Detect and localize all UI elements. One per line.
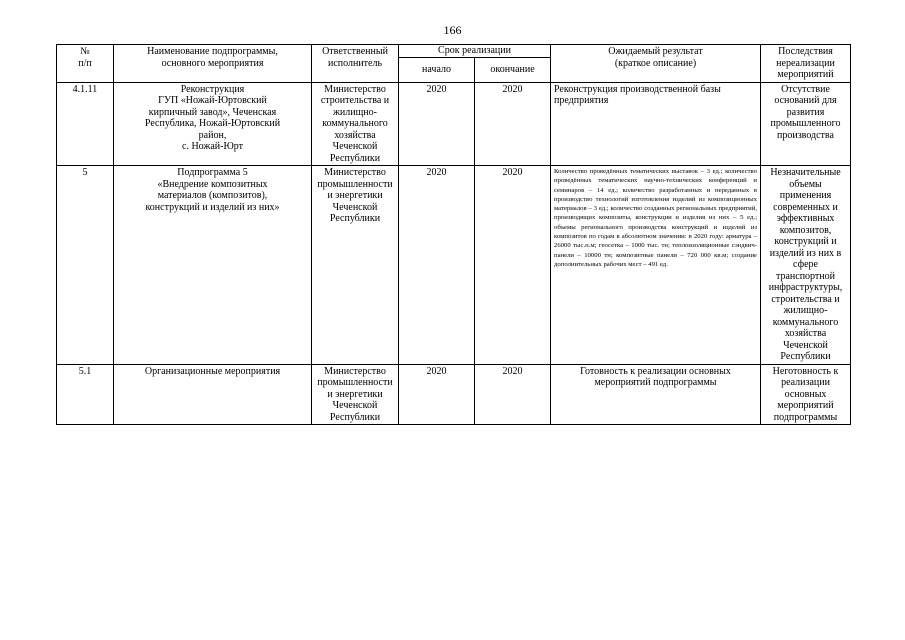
cell-result: Готовность к реализации основных мероприятий подпрограммы: [551, 364, 761, 425]
table-row: [57, 364, 851, 425]
cell-name: Организационные мероприятия: [114, 364, 312, 425]
cell-end: 2020: [475, 364, 551, 425]
header-end: окончание: [475, 57, 551, 82]
page-number: 166: [443, 23, 462, 37]
cell-executor: Министерство строительства и жилищно- коммунального хозяйства Чеченской Республики: [312, 82, 399, 166]
cell-num: 4.1.11: [57, 82, 114, 166]
cell-consequences: Отсутствие оснований для развития промышленного производства: [761, 82, 851, 166]
cell-executor: Министерство промышленности и энергетики Чеченской Республики: [312, 166, 399, 365]
cell-result: Реконструкция производственной базы предприятия: [551, 82, 761, 166]
cell-consequences: Неготовность к реализации основных мероприятий подпрограммы: [761, 364, 851, 425]
cell-start: 2020: [399, 364, 475, 425]
cell-result: Количество проведённых тематических выставок – 3 ед.; количество проведённых тематических научно-технических конференций и семинаров – 14 ед.; количество разработанных и переданных в производство технологий изготовления изделий из композиционных материалов – 3 ед.; количество созданных региональных предприятий, производящих композиты, конструкции и изделия из них – 5 ед.; объемы регионального производства конструкций и изделий из композитов по годам в абсолютном значении: в 2020 году: арматура – 26000 тыс.п.м; геосетка – 1000 тыс. тн; теплоизоляционные сэндвич-панели – 10000 тн; композитные панели – 720 000 кв.м; создание дополнительных рабочих мест – 491 ед.: [551, 166, 761, 365]
cell-num: 5.1: [57, 364, 114, 425]
cell-executor: Министерство промышленности и энергетики Чеченской Республики: [312, 364, 399, 425]
cell-num: 5: [57, 166, 114, 365]
header-num: № п/п: [57, 45, 114, 83]
header-start: начало: [399, 57, 475, 82]
header-period: Срок реализации: [399, 45, 551, 58]
header-name: Наименование подпрограммы, основного мероприятия: [114, 45, 312, 83]
program-table: [56, 44, 851, 425]
table-row: [57, 82, 851, 166]
cell-start: 2020: [399, 82, 475, 166]
cell-end: 2020: [475, 82, 551, 166]
cell-consequences: Незначительные объемы применения современных и эффективных композитов, конструкций и изделий из них в сфере транспортной инфраструктуры, строительства и жилищно- коммунального хозяйства Чеченской Республики: [761, 166, 851, 365]
cell-name: Реконструкция ГУП «Ножай-Юртовский кирпичный завод», Чеченская Республика, Ножай-Юртовский район, с. Ножай-Юрт: [114, 82, 312, 166]
cell-name: Подпрограмма 5 «Внедрение композитных материалов (композитов), конструкций и изделий из них»: [114, 166, 312, 365]
header-consequences: Последствия нереализации мероприятий: [761, 45, 851, 83]
cell-end: 2020: [475, 166, 551, 365]
header-executor: Ответственный исполнитель: [312, 45, 399, 83]
cell-start: 2020: [399, 166, 475, 365]
header-result: Ожидаемый результат (краткое описание): [551, 45, 761, 83]
table-row: [57, 166, 851, 365]
